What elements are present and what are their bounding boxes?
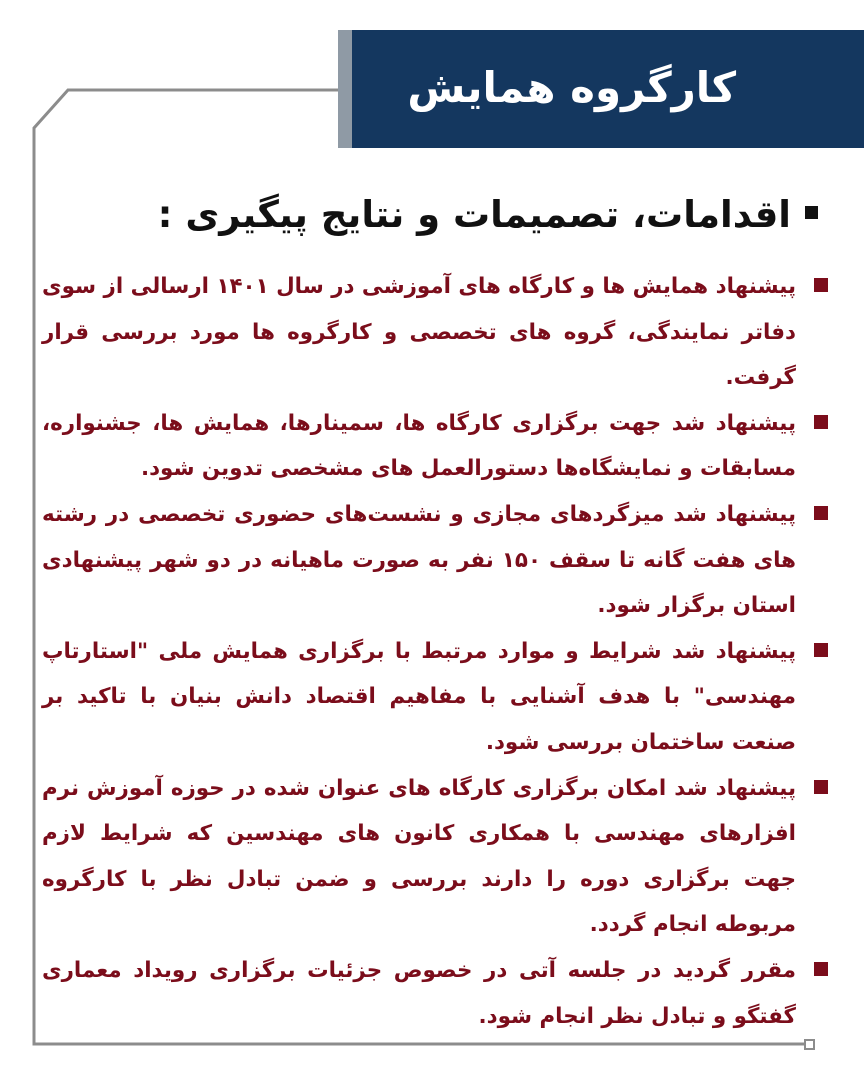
square-bullet-icon [814, 506, 828, 520]
decisions-list [42, 264, 828, 1039]
list-item [42, 492, 828, 629]
list-item [42, 766, 828, 948]
square-bullet-icon [814, 780, 828, 794]
list-item-text: پیشنهاد همایش ها و کارگاه های آموزشی در سال ۱۴۰۱ ارسالی از سوی دفاتر نمایندگی، گروه های تخصصی و کارگروه ها مورد بررسی قرار گرفت. [42, 274, 796, 391]
square-bullet-icon [814, 643, 828, 657]
list-item [42, 629, 828, 766]
square-bullet-icon [814, 278, 828, 292]
page-title: کارگروه همایش [407, 63, 736, 112]
list-item [42, 401, 828, 492]
list-item-text: مقرر گردید در جلسه آتی در خصوص جزئیات برگزاری رویداد معماری گفتگو و تبادل نظر انجام شود. [42, 957, 796, 1029]
list-item-text: پیشنهاد شد جهت برگزاری کارگاه ها، سمینارها، همایش ها، جشنواره، مسابقات و نمایشگاه‌ها دستورالعمل های مشخصی تدوین شود. [42, 410, 796, 482]
square-bullet-icon [805, 206, 818, 219]
section-heading-text: اقدامات، تصمیمات و نتایج پیگیری : [157, 193, 791, 236]
list-item-text: پیشنهاد شد میزگردهای مجازی و نشست‌های حضوری تخصصی در رشته های هفت گانه تا سقف ۱۵۰ نفر به صورت ماهیانه در دو شهر پیشنهادی استان برگزار شود. [42, 501, 796, 619]
square-bullet-icon [814, 962, 828, 976]
title-banner [352, 30, 864, 148]
square-outline-icon [804, 1039, 815, 1050]
list-item [42, 264, 828, 401]
list-item-text: پیشنهاد شد شرایط و موارد مرتبط با برگزاری همایش ملی "استارتاپ مهندسی" با هدف آشنایی با مفاهیم اقتصاد دانش بنیان با تاکید بر صنعت ساختمان بررسی شود. [42, 638, 796, 755]
list-item-text: پیشنهاد شد امکان برگزاری کارگاه های عنوان شده در حوزه آموزش نرم افزارهای مهندسی با همکاری کانون های مهندسین که شرایط لازم جهت برگزاری دوره را دارند بررسی و ضمن تبادل نظر با کارگروه مربوطه انجام گردد. [42, 775, 796, 938]
square-bullet-icon [814, 415, 828, 429]
section-heading [98, 188, 818, 242]
list-item [42, 948, 828, 1039]
